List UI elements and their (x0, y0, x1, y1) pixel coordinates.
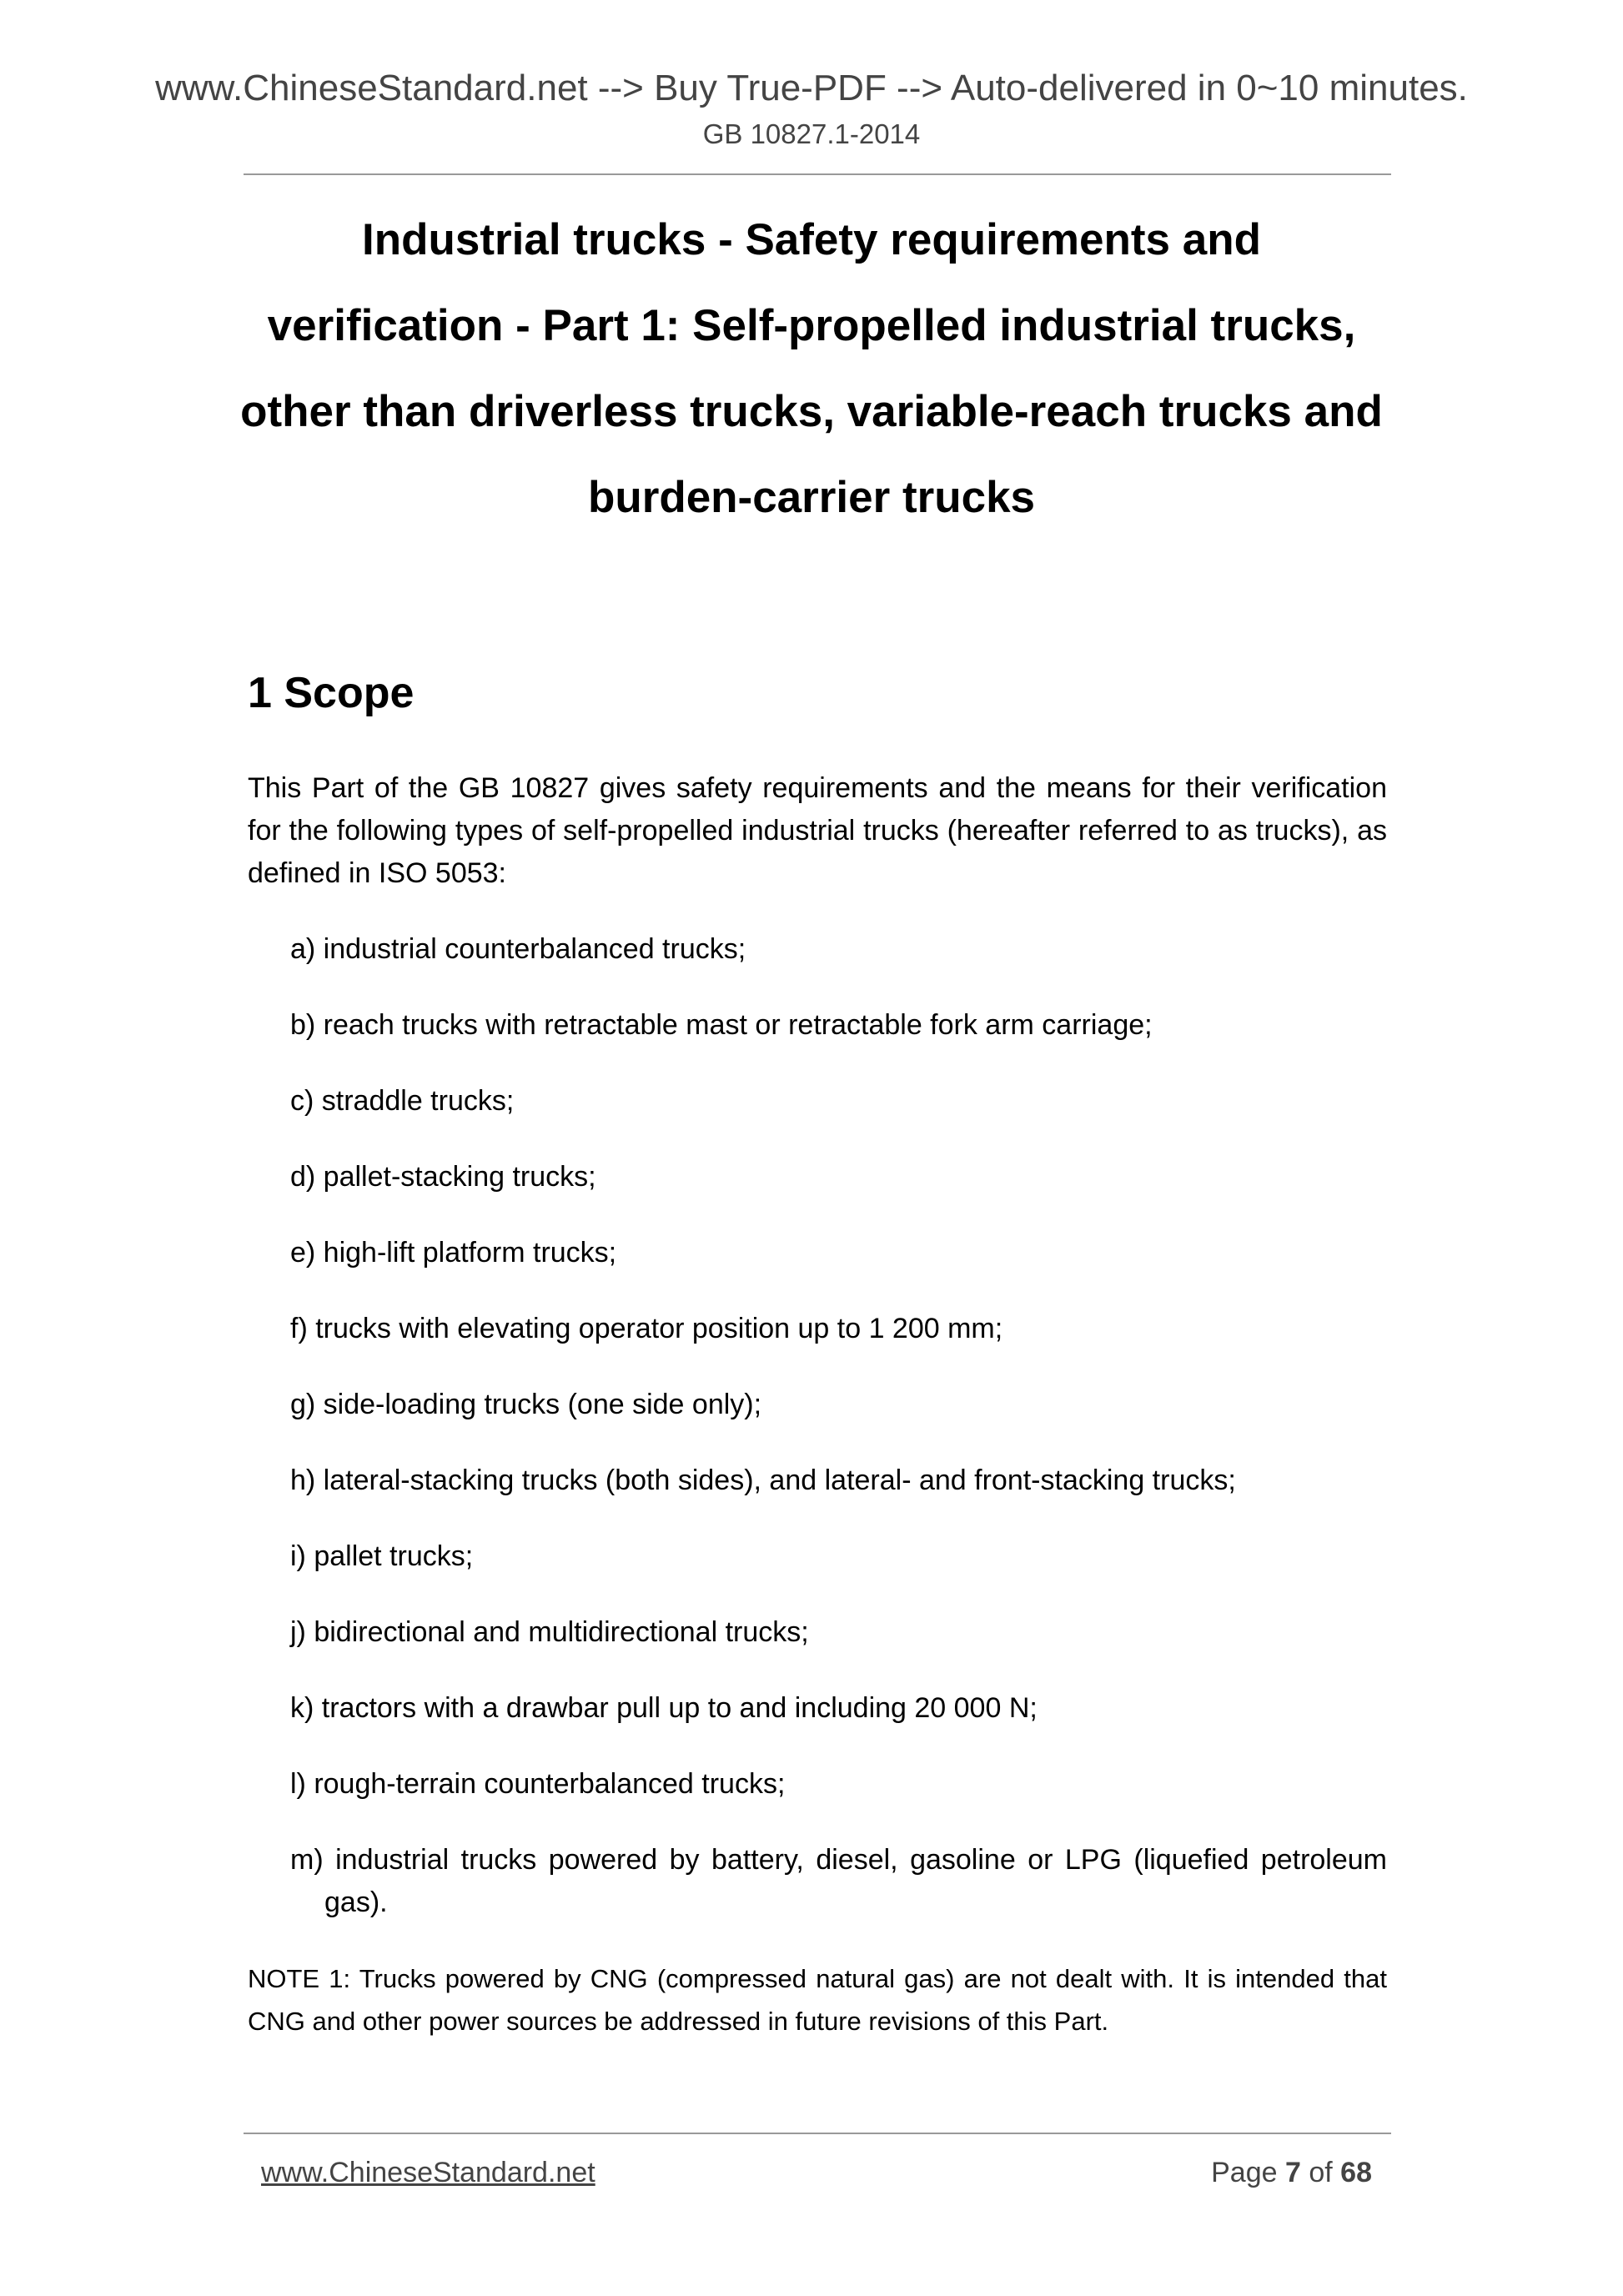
note-1: NOTE 1: Trucks powered by CNG (compressed natural gas) are not dealt with. It is intended that CNG and other power sources be addressed in future revisions of this Part. (248, 1964, 1387, 2036)
list-item: i) pallet trucks; (290, 1540, 474, 1572)
truck-types-list (290, 928, 1387, 1957)
list-item: f) trucks with elevating operator position up to 1 200 mm; (290, 1313, 1003, 1344)
header-banner: www.ChineseStandard.net --> Buy True-PDF --> Auto-delivered in 0~10 minutes. (155, 68, 1468, 108)
list-item: h) lateral-stacking trucks (both sides), and lateral- and front-stacking trucks; (290, 1465, 1236, 1496)
header-divider (244, 173, 1391, 175)
footer-website-link[interactable]: www.ChineseStandard.net (261, 2157, 595, 2188)
list-item: k) tractors with a drawbar pull up to and including 20 000 N; (290, 1692, 1038, 1724)
list-item: j) bidirectional and multidirectional trucks; (290, 1616, 809, 1648)
list-item: g) side-loading trucks (one side only); (290, 1389, 762, 1420)
list-item: a) industrial counterbalanced trucks; (290, 933, 746, 965)
page-prefix: Page (1211, 2157, 1278, 2188)
intro-paragraph: This Part of the GB 10827 gives safety requirements and the means for their verification for the following types of self-propelled industrial trucks (hereafter referred to as trucks), as defined in ISO 5053: (248, 772, 1387, 889)
footer-divider (244, 2133, 1391, 2134)
standard-number: GB 10827.1-2014 (702, 118, 921, 149)
page-current: 7 (1284, 2157, 1301, 2188)
title-line: other than driverless trucks, variable-reach trucks and (240, 387, 1383, 436)
title-line: Industrial trucks - Safety requirements and (362, 215, 1261, 264)
list-item: e) high-lift platform trucks; (290, 1237, 617, 1269)
list-item: d) pallet-stacking trucks; (290, 1161, 596, 1193)
page-number (1211, 2153, 1372, 2192)
list-item: m) industrial trucks powered by battery, diesel, gasoline or LPG (liquefied petroleum gas). (290, 1844, 1387, 1918)
document-title (200, 197, 1423, 540)
page-of: of (1309, 2157, 1333, 2188)
title-line: verification - Part 1: Self-propelled industrial trucks, (267, 301, 1356, 350)
section-heading: 1 Scope (248, 669, 415, 717)
list-item: c) straddle trucks; (290, 1085, 515, 1117)
title-line: burden-carrier trucks (587, 473, 1036, 522)
list-item: b) reach trucks with retractable mast or retractable fork arm carriage; (290, 1009, 1153, 1041)
page-total: 68 (1340, 2157, 1372, 2188)
list-item: l) rough-terrain counterbalanced trucks; (290, 1768, 786, 1800)
